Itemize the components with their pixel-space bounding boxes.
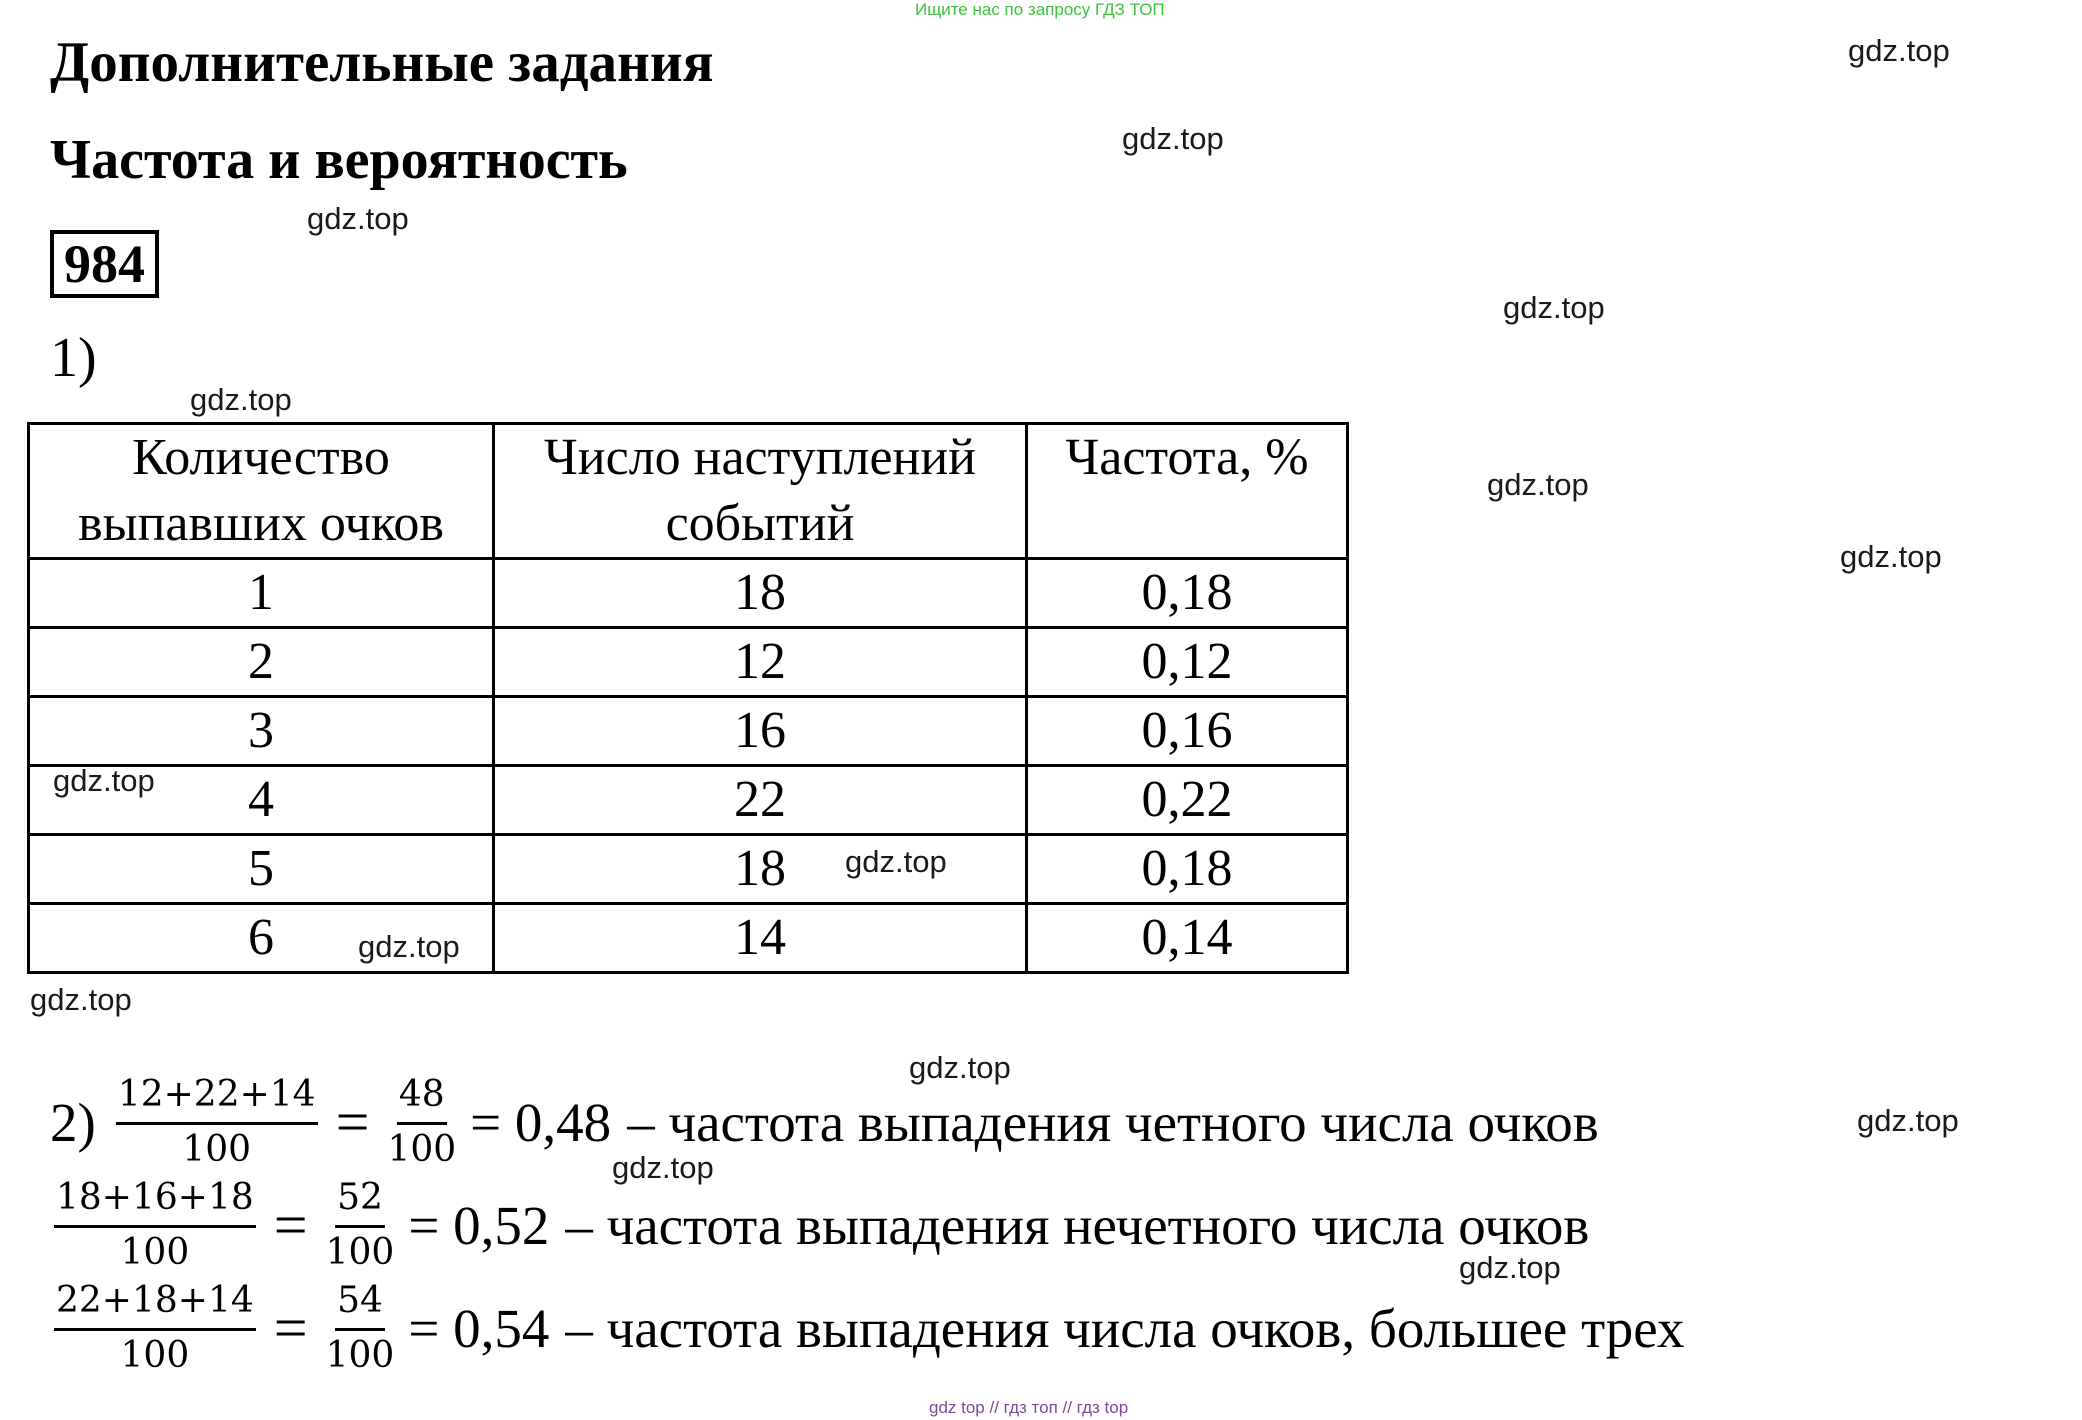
fraction-sum: $\frac{22+18+14}{100}$	[56, 1280, 254, 1376]
cell-frequency: 0,14	[1027, 904, 1348, 973]
cell-points: 5	[29, 835, 494, 904]
watermark: gdz.top	[845, 844, 947, 879]
watermark: gdz.top	[1122, 121, 1224, 156]
cell-occurrences: 18	[494, 559, 1027, 628]
cell-points: 4	[29, 766, 494, 835]
equation-result: = 0,52	[408, 1195, 550, 1256]
table-row	[29, 628, 1348, 697]
watermark: gdz.top	[1840, 539, 1942, 574]
watermark: gdz.top	[307, 201, 409, 236]
frequency-table	[27, 422, 1349, 974]
cell-occurrences: 22	[494, 766, 1027, 835]
equation-result: = 0,48	[470, 1092, 612, 1153]
table-row	[29, 559, 1348, 628]
equals-sign: =	[335, 1089, 370, 1155]
watermark: gdz.top	[1848, 33, 1950, 68]
equation-odd	[50, 1175, 1589, 1276]
header-points: Количество выпавших очков	[29, 424, 494, 559]
fraction-total: $\frac{48}{100}$	[387, 1074, 457, 1170]
watermark: gdz.top	[1487, 467, 1589, 502]
watermark: gdz.top	[30, 982, 132, 1017]
table-row	[29, 904, 1348, 973]
part-1-label: 1)	[50, 327, 97, 389]
cell-points: 2	[29, 628, 494, 697]
cell-occurrences: 14	[494, 904, 1027, 973]
part-2-label: 2)	[50, 1092, 96, 1153]
top-banner[interactable]: Ищите нас по запросу ГДЗ ТОП	[915, 0, 1165, 19]
fraction-sum: $\frac{18+16+18}{100}$	[56, 1177, 254, 1273]
watermark: gdz.top	[1459, 1250, 1561, 1285]
page-title: Дополнительные задания	[50, 31, 714, 94]
equation-text: – частота выпадения четного числа очков	[627, 1092, 1599, 1153]
equals-sign: =	[273, 1192, 308, 1258]
header-frequency: Частота, %	[1027, 424, 1348, 559]
table-row	[29, 697, 1348, 766]
equation-text: – частота выпадения числа очков, большее трех	[565, 1298, 1685, 1359]
equation-even	[50, 1072, 1599, 1173]
cell-points: 1	[29, 559, 494, 628]
fraction-total: $\frac{52}{100}$	[325, 1177, 395, 1273]
watermark: gdz.top	[190, 382, 292, 417]
footer-links[interactable]: gdz top // гдз топ // гдз top	[929, 1398, 1129, 1417]
watermark: gdz.top	[909, 1050, 1011, 1085]
cell-points: 6	[29, 904, 494, 973]
equals-sign: =	[273, 1295, 308, 1361]
task-number: 984	[50, 230, 159, 298]
table-header-row	[29, 424, 1348, 559]
cell-occurrences: 16	[494, 697, 1027, 766]
watermark: gdz.top	[1857, 1103, 1959, 1138]
equation-greater-three	[50, 1278, 1684, 1379]
header-occurrences: Число наступлений событий	[494, 424, 1027, 559]
watermark: gdz.top	[53, 763, 155, 798]
table-row	[29, 835, 1348, 904]
equation-result: = 0,54	[408, 1298, 550, 1359]
watermark: gdz.top	[1503, 290, 1605, 325]
equation-text: – частота выпадения нечетного числа очков	[565, 1195, 1590, 1256]
cell-occurrences: 12	[494, 628, 1027, 697]
cell-frequency: 0,18	[1027, 835, 1348, 904]
watermark: gdz.top	[612, 1150, 714, 1185]
cell-frequency: 0,16	[1027, 697, 1348, 766]
cell-frequency: 0,12	[1027, 628, 1348, 697]
fraction-sum: $\frac{12+22+14}{100}$	[117, 1074, 316, 1170]
watermark: gdz.top	[358, 929, 460, 964]
cell-points: 3	[29, 697, 494, 766]
table-row	[29, 766, 1348, 835]
cell-frequency: 0,22	[1027, 766, 1348, 835]
section-title: Частота и вероятность	[50, 129, 628, 191]
cell-frequency: 0,18	[1027, 559, 1348, 628]
fraction-total: $\frac{54}{100}$	[325, 1280, 395, 1376]
cell-occurrences: 18	[494, 835, 1027, 904]
